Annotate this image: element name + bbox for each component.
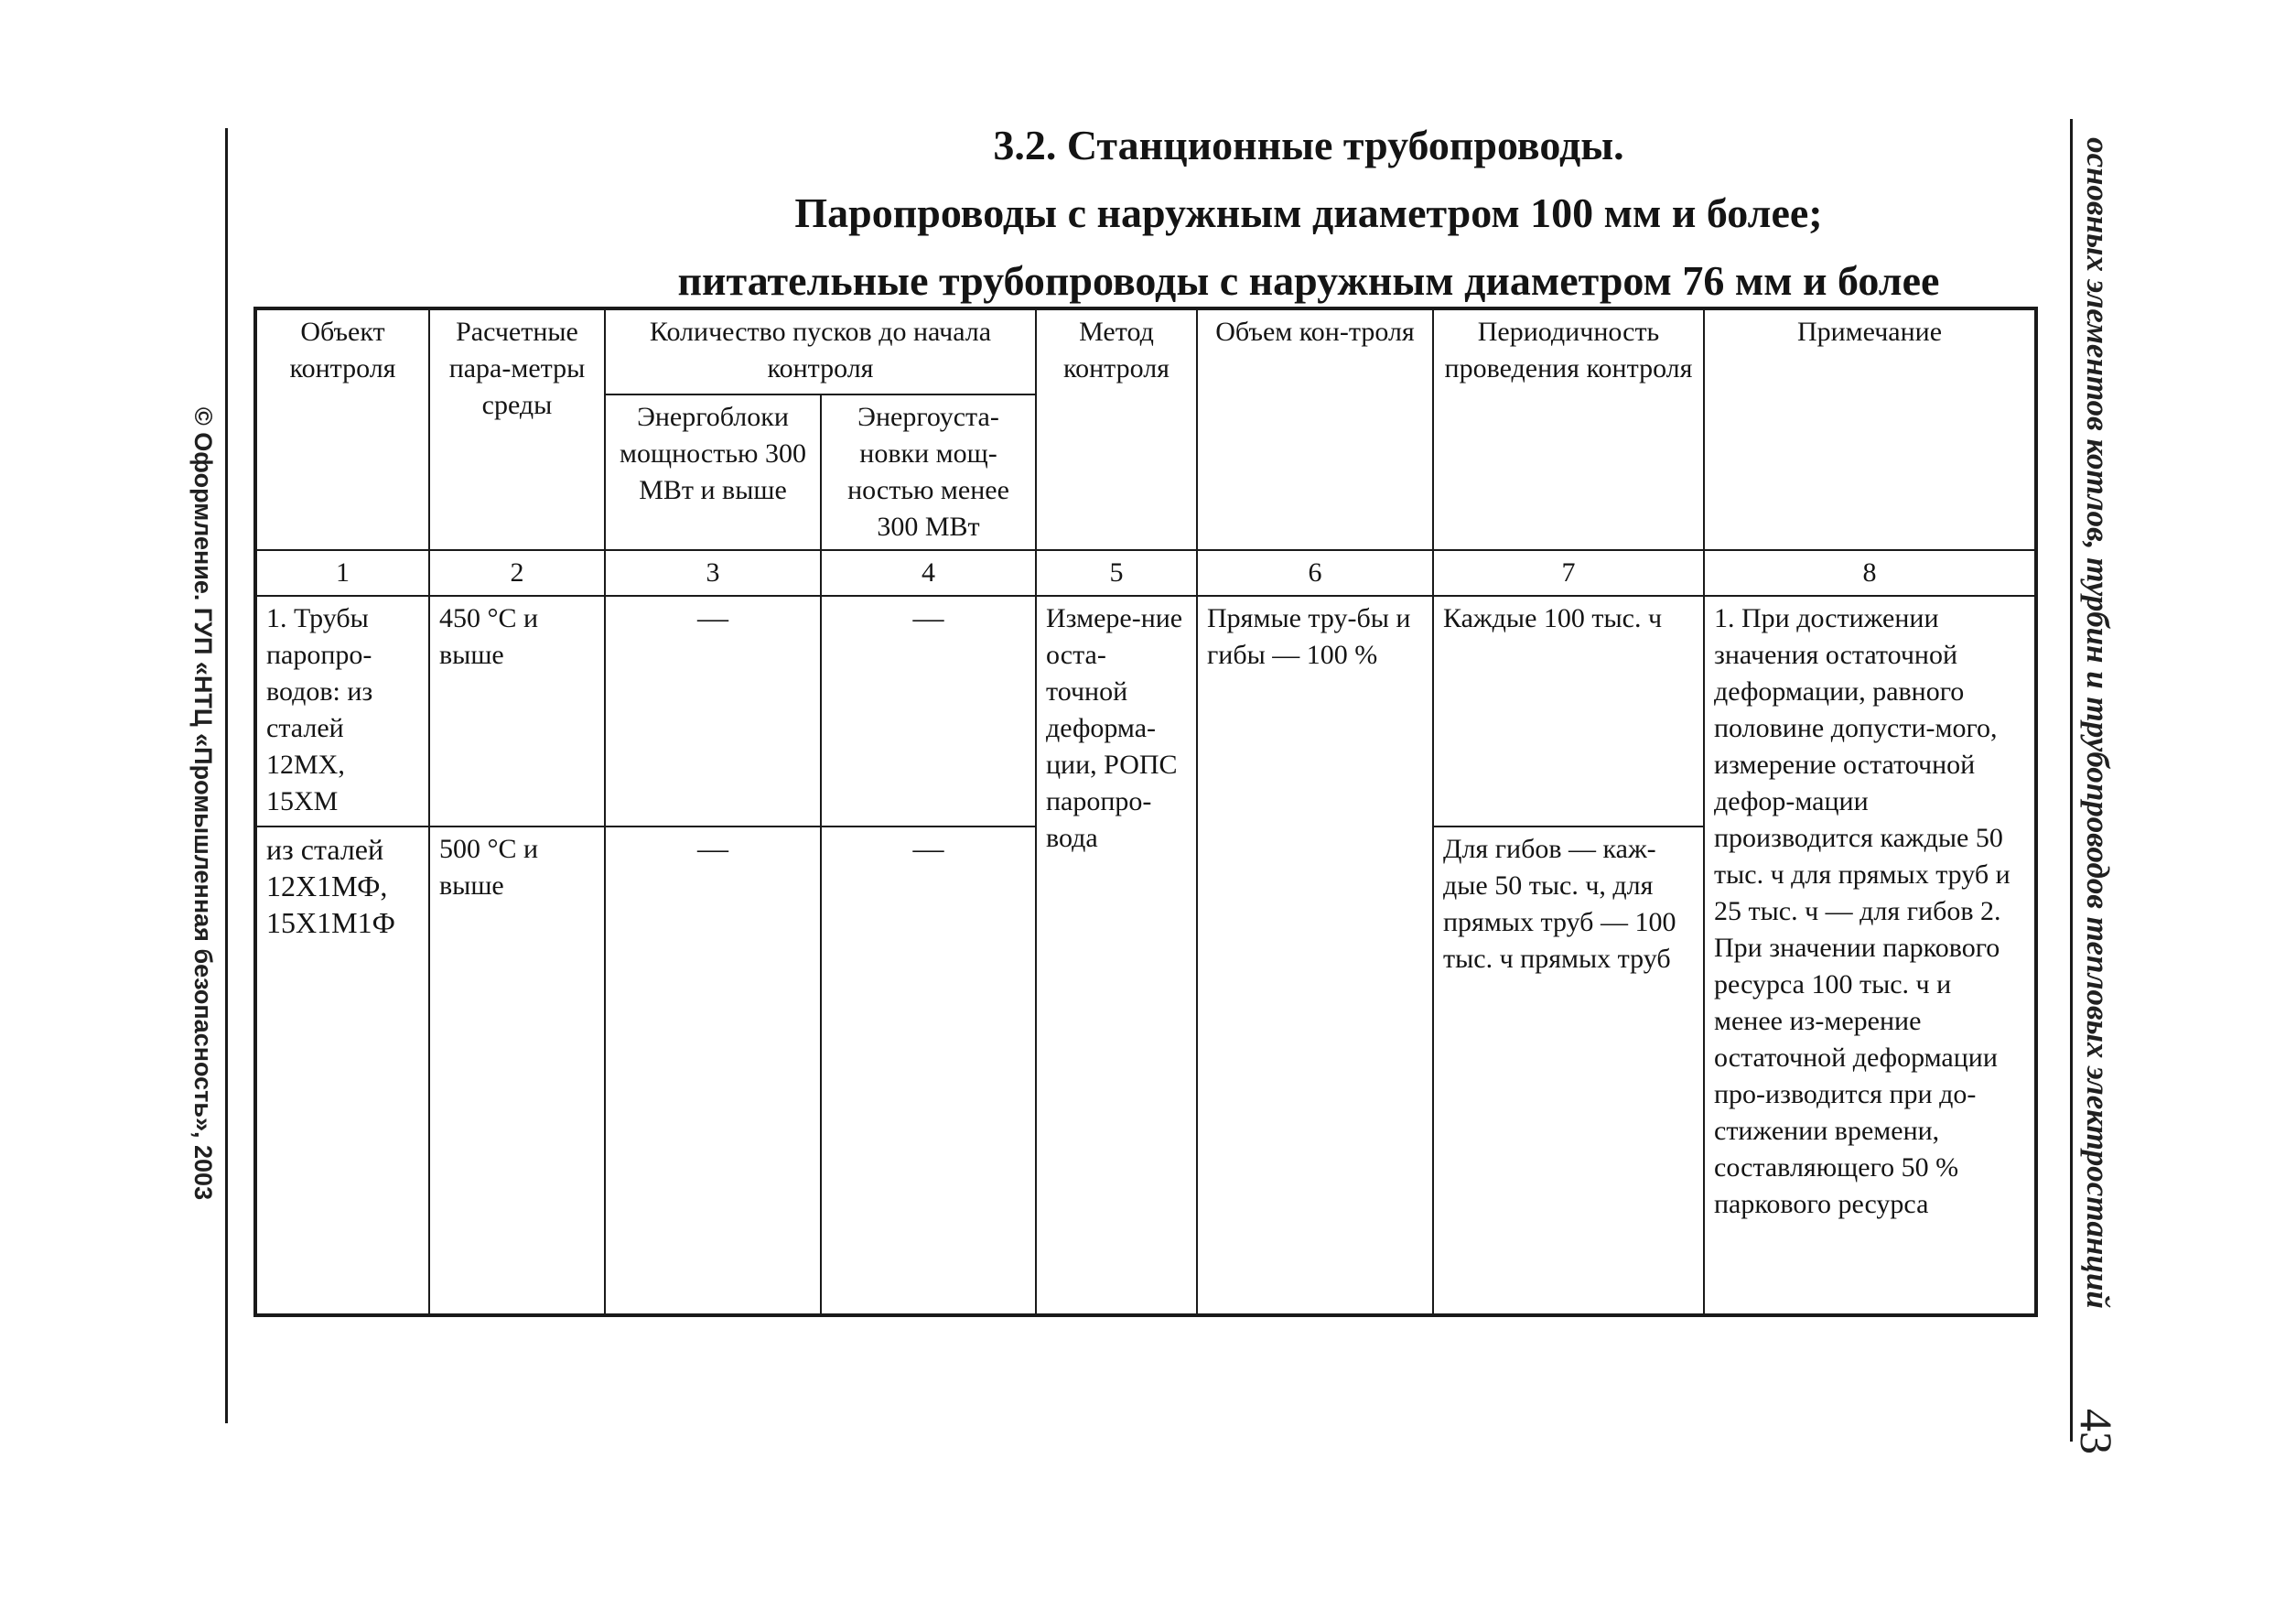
column-number: 8 <box>1704 550 2036 596</box>
column-number: 1 <box>255 550 429 596</box>
header-params: Расчетные пара-метры среды <box>429 308 605 550</box>
row-starts-300-plus: — <box>605 596 821 827</box>
running-header: основных элементов котлов, турбин и трубопроводов тепловых электростанций <box>2080 137 2116 1309</box>
copyright-sidebar: © Оформление. ГУП «НТЦ «Промышленная безопасность», 2003 <box>189 406 217 1201</box>
row-params: 450 °С и выше <box>429 596 605 827</box>
column-number: 2 <box>429 550 605 596</box>
column-number: 3 <box>605 550 821 596</box>
note-cell: 1. При достижении значения остаточной деформации, равного половине допусти-мого, измерение остаточной дефор-мации производится каждые 50 тыс. ч для прямых труб и 25 тыс. ч — для гибов 2. При значении паркового ресурса 100 тыс. ч и менее из-мерение остаточной деформации про-изводится при до-стижении времени, составляющего 50 % паркового ресурса <box>1704 596 2036 1315</box>
column-number: 6 <box>1197 550 1433 596</box>
header-note: Примечание <box>1704 308 2036 550</box>
row-periodicity: Каждые 100 тыс. ч <box>1433 596 1704 827</box>
title-line-1: 3.2. Станционные трубопроводы. <box>993 122 1624 168</box>
right-rule <box>2070 119 2073 1442</box>
header-starts-300-plus: Энергоблоки мощностью 300 МВт и выше <box>605 394 821 550</box>
scope-cell: Прямые тру-бы и гибы — 100 % <box>1197 596 1433 1315</box>
page-number: 43 <box>2071 1409 2122 1454</box>
row-starts-under-300: — <box>821 596 1036 827</box>
header-method: Метод контроля <box>1036 308 1197 550</box>
row-params: 500 °С и выше <box>429 827 605 1315</box>
row-starts-under-300: — <box>821 827 1036 1315</box>
left-rule <box>225 128 228 1423</box>
row-object: из сталей 12Х1МФ, 15Х1М1Ф <box>255 827 429 1315</box>
section-title <box>485 112 2132 315</box>
header-periodicity: Периодичность проведения контроля <box>1433 308 1704 550</box>
control-table <box>253 307 2038 1317</box>
row-periodicity: Для гибов — каж-дые 50 тыс. ч, для прямых труб — 100 тыс. ч прямых труб <box>1433 827 1704 1315</box>
row-object: 1. Трубы паропро-водов: из сталей 12МХ, 15ХМ <box>255 596 429 827</box>
column-number: 5 <box>1036 550 1197 596</box>
title-line-3: питательные трубопроводы с наружным диаметром 76 мм и более <box>677 257 1940 304</box>
row-starts-300-plus: — <box>605 827 821 1315</box>
method-cell: Измере-ние оста-точной деформа-ции, РОПС паропро-вода <box>1036 596 1197 1315</box>
header-starts-under-300: Энергоуста-новки мощ-ностью менее 300 МВт <box>821 394 1036 550</box>
header-scope: Объем кон-троля <box>1197 308 1433 550</box>
column-number: 7 <box>1433 550 1704 596</box>
title-line-2: Паропроводы с наружным диаметром 100 мм и более; <box>794 189 1823 236</box>
header-object: Объект контроля <box>255 308 429 550</box>
column-number: 4 <box>821 550 1036 596</box>
header-starts: Количество пусков до начала контроля <box>605 308 1036 394</box>
